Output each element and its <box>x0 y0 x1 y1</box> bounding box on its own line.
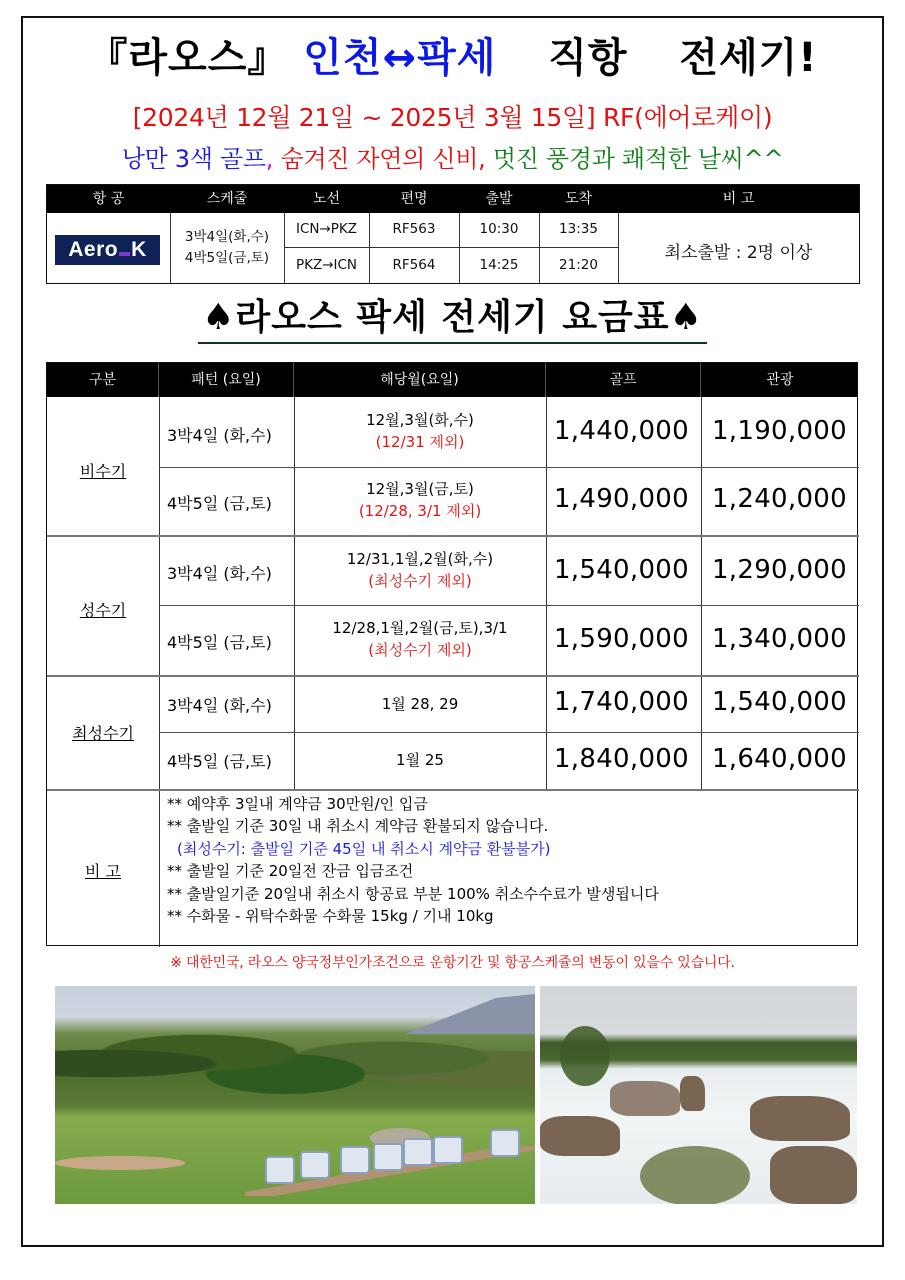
depart-outbound: 10:30 <box>479 221 519 237</box>
tour-price: 1,340,000 <box>711 624 847 654</box>
flight-no-return: RF564 <box>392 257 436 273</box>
note-item: ** 예약후 3일내 계약금 30만원/인 입금 <box>167 795 428 813</box>
golf-price: 1,440,000 <box>553 416 689 446</box>
golf-price: 1,840,000 <box>553 744 689 774</box>
tour-price: 1,540,000 <box>711 687 847 717</box>
golf-price: 1,490,000 <box>553 484 689 514</box>
price-table-header <box>47 363 857 397</box>
schedule-4n5d: 4박5일(금,토) <box>184 250 270 266</box>
page-title <box>0 26 905 83</box>
note-item: ** 출발일기준 20일내 취소시 항공료 부분 100% 취소수수료가 발생됩니다 <box>167 884 659 903</box>
header-months: 해당월(요일) <box>294 363 546 397</box>
golf-price: 1,540,000 <box>553 555 689 585</box>
header-airline: 항 공 <box>92 191 125 207</box>
tagline-scenery: 멋진 풍경과 쾌적한 날씨^^ <box>485 145 784 173</box>
price-table: 구분 패턴 (요일) 해당월(요일) 골프 관광 비수기 3박4일 (화,수) 12월,3월(화,수) (12/31 제외) 1,440,000 1,190,000 4박5일 (금,토) 12월,3월(금,토) (12/28, 3/1 제외) 1,490,000 1,240,000 성수기 3박4일 (화,수) 12/31,1월,2월(화,수) (최성수기 제외) 1,540,000 1,290,000 4박5일 (금,토) 12/28,1월,2월(금,토),3/1 (최성수기 제외) 1,590,000 1,340,000 최성수기 3박4일 (화,수) 1월 28, 29 1,740,000 1,540,000 4박5일 (금,토) 1월 25 1,840,000 1,640,000 비 고 ** 예약후 3일내 계약금 30만원/인 입금 ** 출발일 기준 30일 내 취소시 계약금 환불되지 않습니다. (최성수기: 출발일 기준 45일 내 취소시 계약금 환불불가) ** 출발일 기준 20일전 잔금 입금조건 ** 출발일기준 20일내 취소시 항공료 부분 100% 취소수수료가 발생됩니다 ** 수화물 - 위탁수화물 수화물 15kg / 기내 10kg <box>46 362 858 946</box>
header-flight-no: 편명 <box>400 191 428 207</box>
arrive-return: 21:20 <box>559 257 598 273</box>
route-return: PKZ→ICN <box>295 257 358 273</box>
note-item-super-peak: (최성수기: 출발일 기준 45일 내 취소시 계약금 환불불가) <box>177 839 551 858</box>
header-arrive: 도착 <box>564 191 593 207</box>
min-departure-note: 최소출발 : 2명 이상 <box>664 243 813 263</box>
period-subtitle: [2024년 12월 21일 ~ 2025년 3월 15일] RF(에어로케이) <box>132 103 773 132</box>
waterfall-photo <box>540 986 857 1204</box>
header-remarks: 비 고 <box>722 191 755 207</box>
header-depart: 출발 <box>485 191 513 207</box>
title-suffix-2: 전세기! <box>679 35 818 81</box>
disclaimer: ※ 대한민국, 라오스 양국정부인가조건으로 운항기간 및 항공스케쥴의 변동이 있을수 있습니다. <box>170 955 735 971</box>
notes-list <box>167 793 659 927</box>
header-schedule: 스케줄 <box>206 191 248 207</box>
schedule-cell <box>170 227 284 269</box>
season-off-peak: 비수기 <box>79 462 127 481</box>
price-section-title: ♠라오스 팍세 전세기 요금표♠ <box>0 296 905 344</box>
tagline-comma: , <box>265 145 274 173</box>
header-tour: 관광 <box>766 372 794 388</box>
header-route: 노선 <box>312 191 341 207</box>
notes-label: 비 고 <box>85 862 121 881</box>
tour-price: 1,240,000 <box>711 484 847 514</box>
note-item: ** 출발일 기준 30일 내 취소시 계약금 환불되지 않습니다. <box>167 817 549 836</box>
season-peak: 성수기 <box>79 601 127 620</box>
title-route: 인천↔팍세 <box>303 35 497 81</box>
tour-price: 1,190,000 <box>711 416 847 446</box>
header-golf: 골프 <box>546 363 701 397</box>
route-outbound: ICN→PKZ <box>295 221 358 237</box>
season-super-peak: 최성수기 <box>72 724 134 743</box>
tagline-nature: 숨겨진 자연의 신비, <box>273 145 486 173</box>
tour-price: 1,290,000 <box>711 555 847 585</box>
depart-return: 14:25 <box>479 257 519 273</box>
title-suffix-1: 직항 <box>548 35 628 81</box>
schedule-3n4d: 3박4일(화,수) <box>184 229 270 245</box>
golf-price: 1,740,000 <box>553 687 689 717</box>
note-item: ** 출발일 기준 20일전 잔금 입금조건 <box>167 862 414 881</box>
header-pattern: 패턴 (요일) <box>159 363 294 397</box>
header-category: 구분 <box>47 363 159 397</box>
tour-price: 1,640,000 <box>711 744 847 774</box>
flight-no-outbound: RF563 <box>392 221 436 237</box>
flight-schedule-table <box>46 184 860 284</box>
tagline <box>0 139 905 174</box>
arrive-outbound: 13:35 <box>559 221 598 237</box>
aerok-logo: Aero K <box>55 235 160 265</box>
tagline-golf: 낭만 3색 골프 <box>121 145 266 173</box>
golf-price: 1,590,000 <box>553 624 689 654</box>
golf-course-photo <box>55 986 535 1204</box>
note-item: ** 수화물 - 위탁수화물 수화물 15kg / 기내 10kg <box>167 907 494 926</box>
flight-table-header <box>47 185 859 213</box>
title-prefix: 『라오스』 <box>87 35 289 81</box>
